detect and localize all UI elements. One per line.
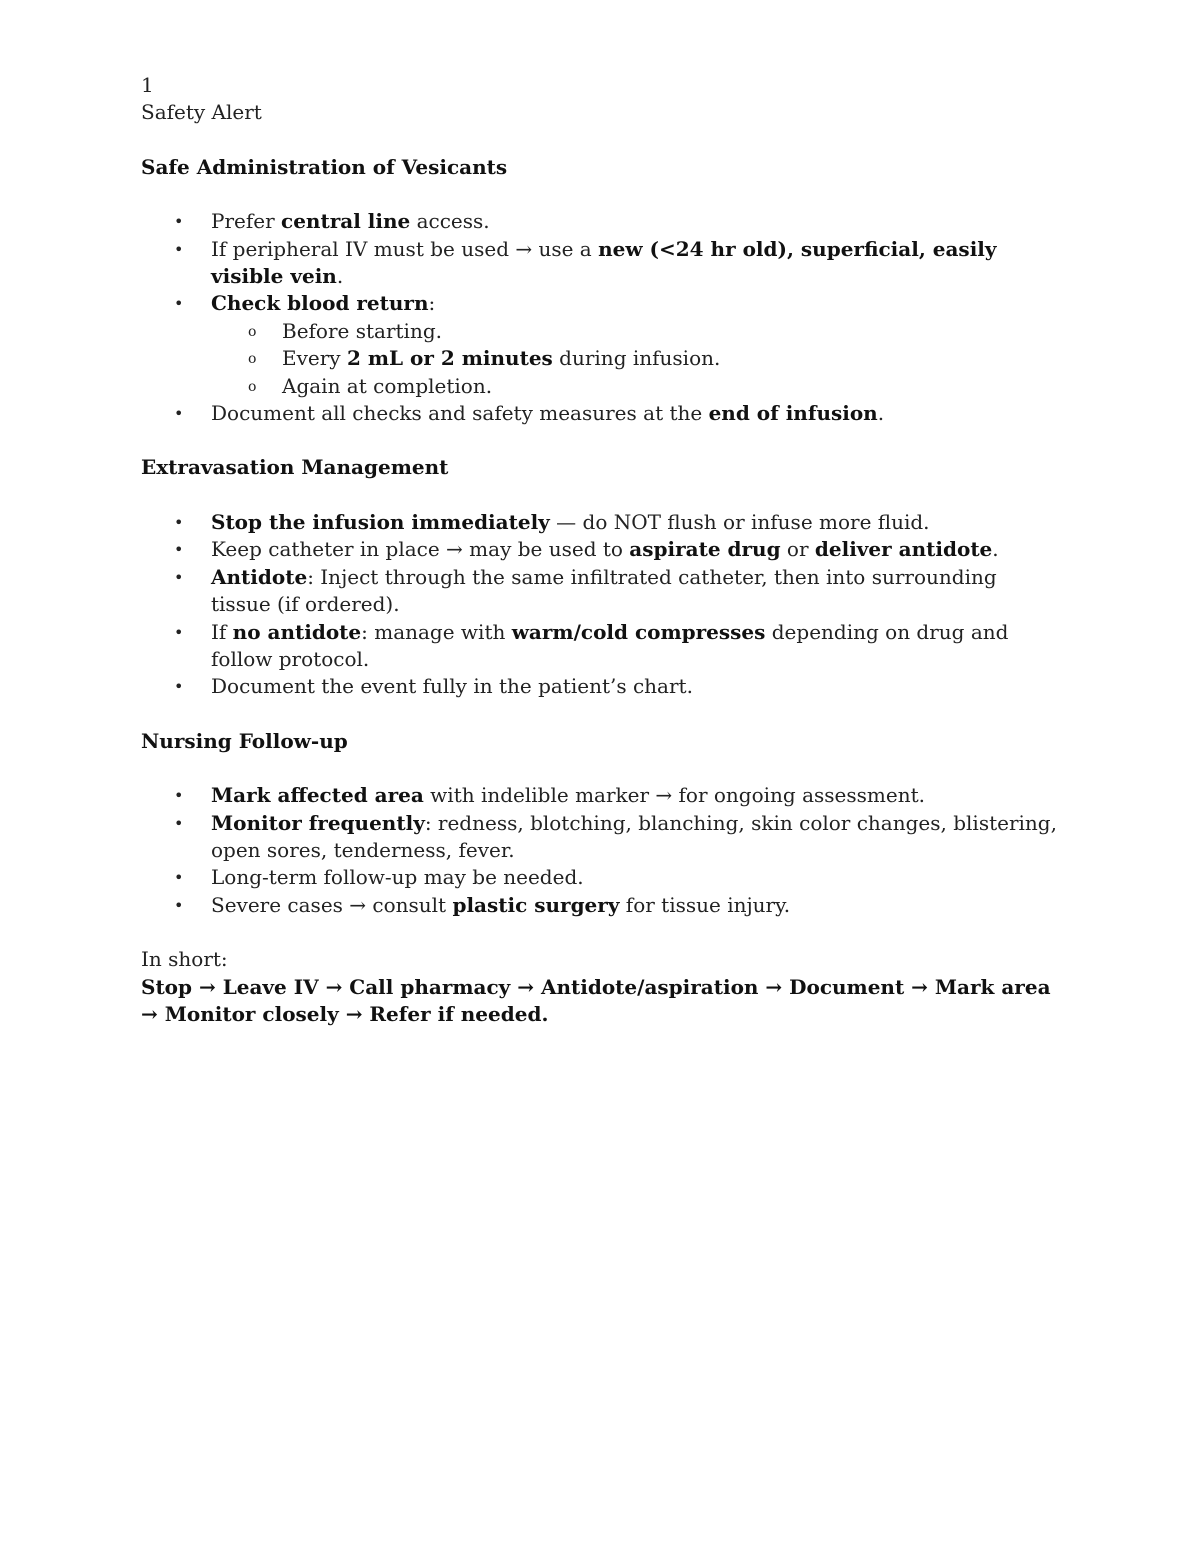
bold-text: end of infusion: [708, 401, 878, 426]
bullet-icon: •: [174, 294, 184, 314]
text-run: Before starting.: [282, 318, 442, 343]
bullet-icon: •: [174, 868, 184, 888]
bold-text: no antidote: [232, 619, 362, 644]
text-run: access.: [410, 209, 490, 234]
bold-text: 2 mL or 2 minutes: [346, 346, 553, 371]
section-heading: Nursing Follow-up: [141, 728, 348, 753]
text-run: :: [428, 291, 436, 316]
bold-text: Mark affected area: [211, 783, 424, 808]
bold-text: Monitor frequently: [211, 810, 425, 835]
circle-bullet-icon: o: [248, 351, 257, 368]
bullet-icon: •: [174, 677, 184, 697]
bullet-list: [141, 208, 1060, 427]
text-run: Again at completion.: [282, 373, 493, 398]
list-item: [141, 509, 1060, 536]
list-item: [141, 564, 1060, 619]
summary-text: Stop → Leave IV → Call pharmacy → Antidote/aspiration → Document → Mark area → Monitor closely → Refer if needed.: [141, 974, 1051, 1026]
text-run: during infusion.: [552, 346, 721, 371]
bullet-icon: •: [174, 813, 184, 833]
bullet-icon: •: [174, 404, 184, 424]
text-run: : redness, blotching, blanching, skin color changes, blistering, open sores, tenderness, fever.: [211, 810, 1057, 862]
bullet-icon: •: [174, 212, 184, 232]
text-run: for tissue injury.: [619, 892, 791, 917]
text-run: Document all checks and safety measures at the: [211, 401, 709, 426]
bold-text: Check blood return: [211, 291, 429, 316]
text-run: .: [877, 401, 885, 426]
list-item: [141, 892, 1060, 919]
text-run: Every: [282, 346, 347, 371]
bold-text: new (<24 hr old), superficial, easily visible vein: [211, 236, 997, 289]
summary-label: In short:: [141, 947, 228, 972]
text-run: .: [336, 264, 344, 289]
bold-text: Stop the infusion immediately: [211, 509, 550, 534]
list-item: [141, 782, 1060, 809]
sub-list-item: [141, 373, 1060, 400]
section-heading: Extravasation Management: [141, 455, 449, 480]
bold-text: plastic surgery: [452, 892, 620, 917]
bullet-list: [141, 509, 1060, 701]
text-run: If peripheral IV must be used → use a: [211, 236, 599, 261]
document-title: Safety Alert: [141, 100, 262, 125]
text-run: Long-term follow-up may be needed.: [211, 865, 584, 890]
text-run: .: [992, 537, 999, 562]
bullet-icon: •: [174, 512, 184, 532]
bullet-list: [141, 782, 1060, 919]
circle-bullet-icon: o: [248, 323, 257, 340]
sub-list-item: [141, 318, 1060, 345]
text-run: or: [780, 537, 815, 562]
bold-text: central line: [281, 209, 411, 234]
list-item: [141, 864, 1060, 891]
bold-text: warm/cold compresses: [511, 619, 766, 644]
bullet-icon: •: [174, 540, 184, 560]
bullet-icon: •: [174, 567, 184, 587]
text-run: Severe cases → consult: [211, 892, 453, 917]
sub-list-item: [141, 345, 1060, 372]
list-item: [141, 673, 1060, 700]
document-body: [141, 154, 1060, 919]
bold-text: deliver antidote: [814, 537, 993, 562]
text-run: : manage with: [361, 619, 512, 644]
text-run: Document the event fully in the patient’s chart.: [211, 674, 693, 699]
bold-text: aspirate drug: [629, 537, 781, 562]
bold-text: Antidote: [211, 564, 308, 589]
list-item: [141, 619, 1060, 674]
text-run: Prefer: [211, 209, 282, 234]
list-item: [141, 536, 1060, 563]
list-item: [141, 810, 1060, 865]
page-number: 1: [141, 73, 154, 97]
bullet-icon: •: [174, 786, 184, 806]
list-item: [141, 290, 1060, 317]
section-heading: Safe Administration of Vesicants: [141, 154, 508, 179]
list-item: [141, 236, 1060, 291]
bullet-icon: •: [174, 239, 184, 259]
text-run: — do NOT flush or infuse more fluid.: [549, 509, 930, 534]
text-run: : Inject through the same infiltrated catheter, then into surrounding tissue (if ordered).: [211, 564, 997, 617]
text-run: with indelible marker → for ongoing assessment.: [423, 783, 925, 808]
list-item: [141, 400, 1060, 427]
list-item: [141, 208, 1060, 235]
text-run: If: [211, 619, 233, 644]
bullet-icon: •: [174, 622, 184, 642]
bullet-icon: •: [174, 895, 184, 915]
circle-bullet-icon: o: [248, 378, 257, 395]
text-run: Keep catheter in place → may be used to: [211, 537, 630, 562]
text-run: depending on drug and follow protocol.: [211, 619, 1009, 671]
